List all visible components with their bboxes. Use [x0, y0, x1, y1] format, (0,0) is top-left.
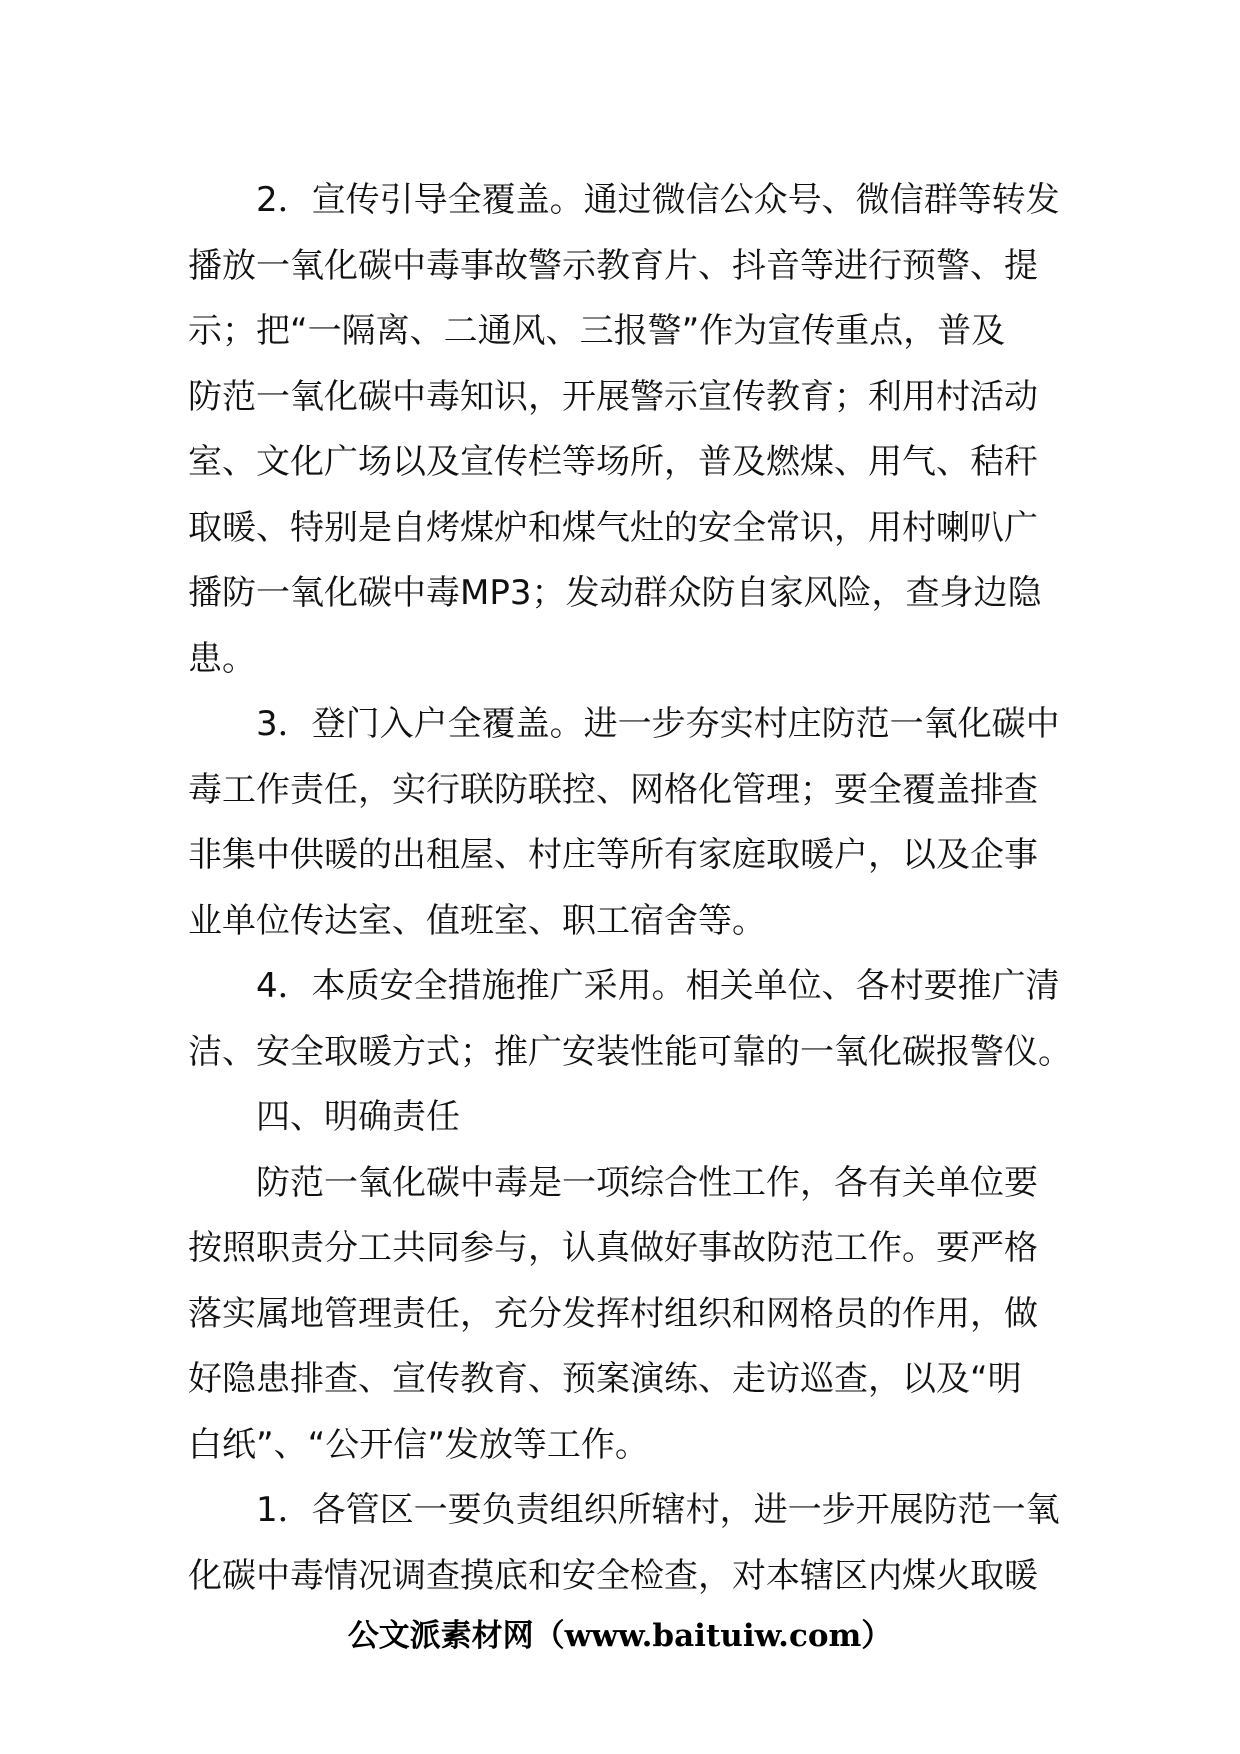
text-line: 3．登门入户全覆盖。进一步夯实村庄防范一氧化碳中 [256, 704, 1060, 744]
text-line: 室、文化广场以及宣传栏等场所，普及燃煤、用气、秸秆 [188, 442, 1038, 482]
text-line: 防范一氧化碳中毒是一项综合性工作，各有关单位要 [256, 1162, 1038, 1203]
text-line: 落实属地管理责任，充分发挥村组织和网格员的作用，做 [188, 1293, 1038, 1334]
document-body [188, 168, 1072, 1609]
footer-watermark: 公文派素材网（www.baituiw.com） [347, 1618, 893, 1654]
text-line: 洁、安全取暖方式；推广安装性能可靠的一氧化碳报警仪。 [188, 1031, 1072, 1072]
text-line: 4．本质安全措施推广采用。相关单位、各村要推广清 [256, 966, 1060, 1006]
text-line: 取暖、特别是自烤煤炉和煤气灶的安全常识，用村喇叭广 [188, 507, 1038, 548]
text-line: 好隐患排查、宣传教育、预案演练、走访巡查，以及“明 [188, 1359, 1022, 1399]
section-heading: 四、明确责任 [256, 1097, 460, 1137]
text-line: 1．各管区一要负责组织所辖村，进一步开展防范一氧 [256, 1490, 1060, 1530]
text-line: 患。 [188, 638, 256, 679]
text-line: 2．宣传引导全覆盖。通过微信公众号、微信群等转发 [256, 180, 1060, 220]
text-line: 播放一氧化碳中毒事故警示教育片、抖音等进行预警、提 [188, 245, 1038, 286]
text-line: 化碳中毒情况调查摸底和安全检查，对本辖区内煤火取暖 [188, 1555, 1038, 1596]
text-line: 非集中供暖的出租屋、村庄等所有家庭取暖户，以及企事 [188, 835, 1038, 875]
text-line: 白纸”、“公开信”发放等工作。 [188, 1424, 649, 1465]
text-line: 示；把“一隔离、二通风、三报警”作为宣传重点，普及 [188, 311, 1006, 351]
text-line: 播防一氧化碳中毒MP3；发动群众防自家风险，查身边隐 [188, 573, 1042, 613]
text-line: 毒工作责任，实行联防联控、网格化管理；要全覆盖排查 [188, 769, 1038, 810]
text-line: 防范一氧化碳中毒知识，开展警示宣传教育；利用村活动 [188, 376, 1038, 417]
text-line: 业单位传达室、值班室、职工宿舍等。 [188, 900, 766, 941]
text-line: 按照职责分工共同参与，认真做好事故防范工作。要严格 [188, 1228, 1038, 1268]
